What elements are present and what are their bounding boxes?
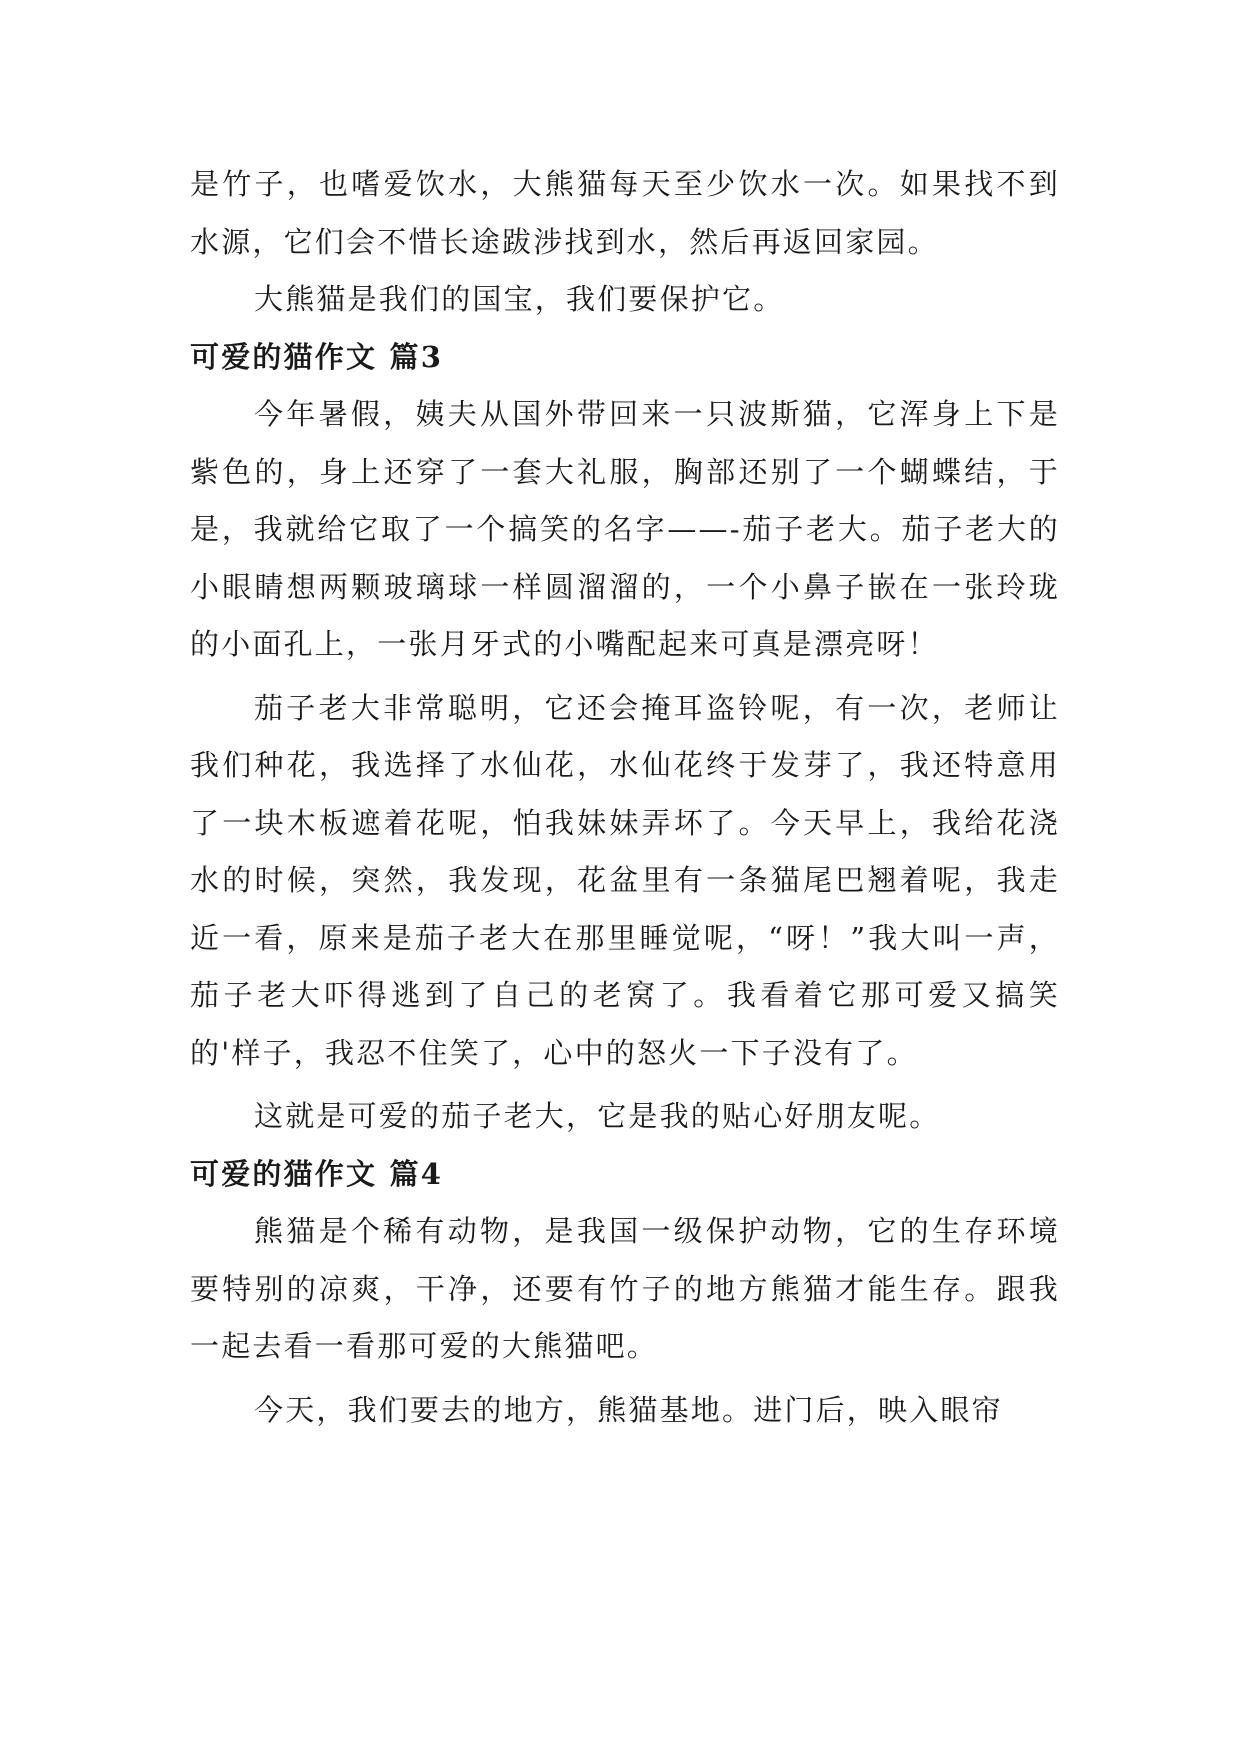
paragraph-section4-1: 熊猫是个稀有动物，是我国一级保护动物，它的生存环境要特别的凉爽，干净，还要有竹子的地方熊猫才能生存。跟我一起去看一看那可爱的大熊猫吧。 bbox=[190, 1214, 1060, 1363]
section-heading-3: 可爱的猫作文 篇3 bbox=[190, 339, 444, 374]
document-page bbox=[190, 156, 1060, 1439]
paragraph-section3-3: 这就是可爱的茄子老大，它是我的贴心好朋友呢。 bbox=[254, 1099, 941, 1133]
paragraph-section4-2: 今天，我们要去的地方，熊猫基地。进门后，映入眼帘 bbox=[254, 1392, 1003, 1427]
paragraph-section3-1: 今年暑假，姨夫从国外带回来一只波斯猫，它浑身上下是紫色的，身上还穿了一套大礼服，胸部还别了一个蝴蝶结，于是，我就给它取了一个搞笑的名字——-茄子老大。茄子老大的小眼睛想两颗玻璃球一样圆溜溜的，一个小鼻子嵌在一张玲珑的小面孔上，一张月牙式的小嘴配起来可真是漂亮呀！ bbox=[190, 397, 1060, 661]
paragraph-intro: 是竹子，也嗜爱饮水，大熊猫每天至少饮水一次。如果找不到水源，它们会不惜长途跋涉找到水，然后再返回家园。 bbox=[190, 167, 1060, 259]
paragraph-conclusion: 大熊猫是我们的国宝，我们要保护它。 bbox=[254, 282, 785, 316]
paragraph-section3-2: 茄子老大非常聪明，它还会掩耳盗铃呢，有一次，老师让我们种花，我选择了水仙花，水仙花终于发芽了，我还特意用了一块木板遮着花呢，怕我妹妹弄坏了。今天早上，我给花浇水的时候，突然，我发现，花盆里有一条猫尾巴翘着呢，我走近一看，原来是茄子老大在那里睡觉呢，“呀！”我大叫一声，茄子老大吓得逃到了自己的老窝了。我看着它那可爱又搞笑的'样子，我忍不住笑了，心中的怒火一下子没有了。 bbox=[190, 690, 1060, 1070]
section-heading-4: 可爱的猫作文 篇4 bbox=[190, 1156, 444, 1191]
